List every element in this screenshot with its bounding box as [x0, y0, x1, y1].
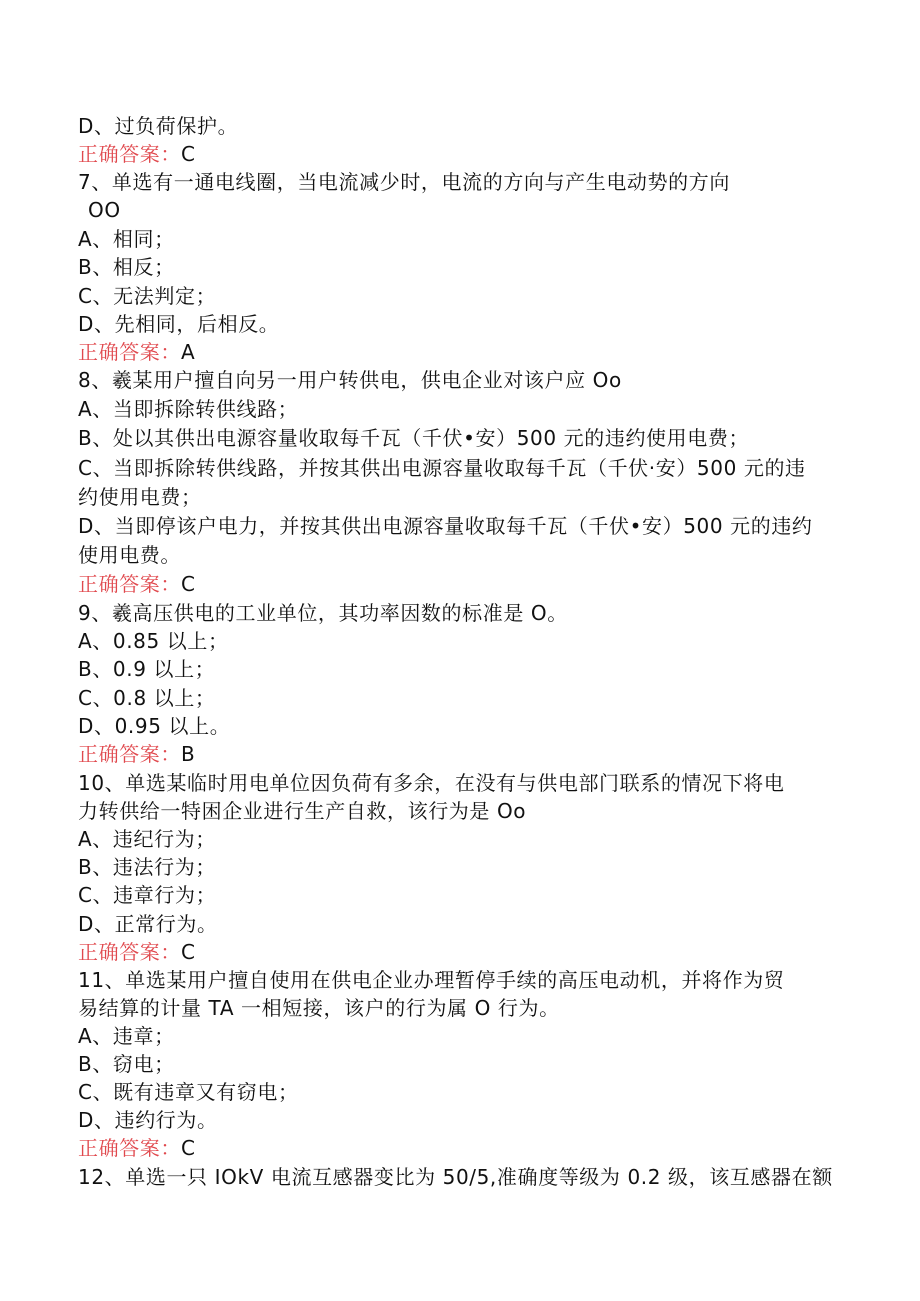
question-7-line: 7、单选有一通电线圈，当电流减少时，电流的方向与产生电动势的方向: [78, 170, 730, 194]
option-a: A、当即拆除转供线路；: [78, 397, 299, 421]
answer-line: [78, 570, 196, 598]
answer-value: C: [181, 142, 196, 166]
option-d: D、正常行为。: [78, 912, 218, 936]
option-c: C、既有违章又有窃电；: [78, 1080, 299, 1104]
answer-line: [78, 938, 196, 966]
answer-label: 正确答案：: [78, 340, 181, 364]
option-a: A、违纪行为；: [78, 827, 216, 851]
answer-label: 正确答案：: [78, 572, 181, 596]
text-line: OO: [88, 198, 121, 222]
option-d: D、违约行为。: [78, 1108, 218, 1132]
answer-line: [78, 338, 195, 366]
option-b: B、处以其供出电源容量收取每千瓦（千伏•安）500 元的违约使用电费；: [78, 426, 750, 450]
text-line: 易结算的计量 TA 一相短接，该户的行为属 O 行为。: [78, 996, 560, 1020]
option-d: D、0.95 以上。: [78, 714, 231, 738]
answer-label: 正确答案：: [78, 940, 181, 964]
option-d: D、先相同，后相反。: [78, 312, 280, 336]
option-c: C、当即拆除转供线路，并按其供出电源容量收取每千瓦（千伏·安）500 元的违: [78, 456, 806, 480]
answer-label: 正确答案：: [78, 742, 181, 766]
answer-line: [78, 140, 196, 168]
option-b: B、窃电；: [78, 1052, 175, 1076]
answer-line: [78, 1134, 196, 1162]
option-a: A、违章；: [78, 1024, 175, 1048]
answer-label: 正确答案：: [78, 142, 181, 166]
answer-label: 正确答案：: [78, 1136, 181, 1160]
option-c: C、无法判定；: [78, 284, 217, 308]
option-a: A、0.85 以上；: [78, 629, 229, 653]
option-b: B、0.9 以上；: [78, 657, 216, 681]
text-line: D、过负荷保护。: [78, 114, 239, 138]
text-line: 使用电费。: [78, 543, 181, 567]
option-c: C、0.8 以上；: [78, 686, 216, 710]
option-b: B、相反；: [78, 255, 175, 279]
answer-value: C: [181, 572, 196, 596]
text-line: 约使用电费；: [78, 485, 202, 509]
question-12-line: 12、单选一只 IOkV 电流互感器变比为 50/5,准确度等级为 0.2 级，该互感器在额: [78, 1165, 833, 1189]
question-8-line: 8、羲某用户擅自向另一用户转供电，供电企业对该户应 Oo: [78, 368, 622, 392]
question-9-line: 9、羲高压供电的工业单位，其功率因数的标准是 O。: [78, 601, 568, 625]
option-a: A、相同；: [78, 227, 175, 251]
question-11-line: 11、单选某用户擅自使用在供电企业办理暂停手续的高压电动机，并将作为贸: [78, 968, 785, 992]
question-10-line: 10、单选某临时用电单位因负荷有多余，在没有与供电部门联系的情况下将电: [78, 771, 785, 795]
option-c: C、违章行为；: [78, 883, 217, 907]
answer-line: [78, 740, 195, 768]
answer-value: B: [181, 742, 196, 766]
answer-value: C: [181, 1136, 196, 1160]
option-b: B、违法行为；: [78, 855, 216, 879]
text-line: 力转供给一特困企业进行生产自救，该行为是 Oo: [78, 799, 527, 823]
option-d: D、当即停该户电力，并按其供出电源容量收取每千瓦（千伏•安）500 元的违约: [78, 514, 813, 538]
answer-value: A: [181, 340, 196, 364]
answer-value: C: [181, 940, 196, 964]
